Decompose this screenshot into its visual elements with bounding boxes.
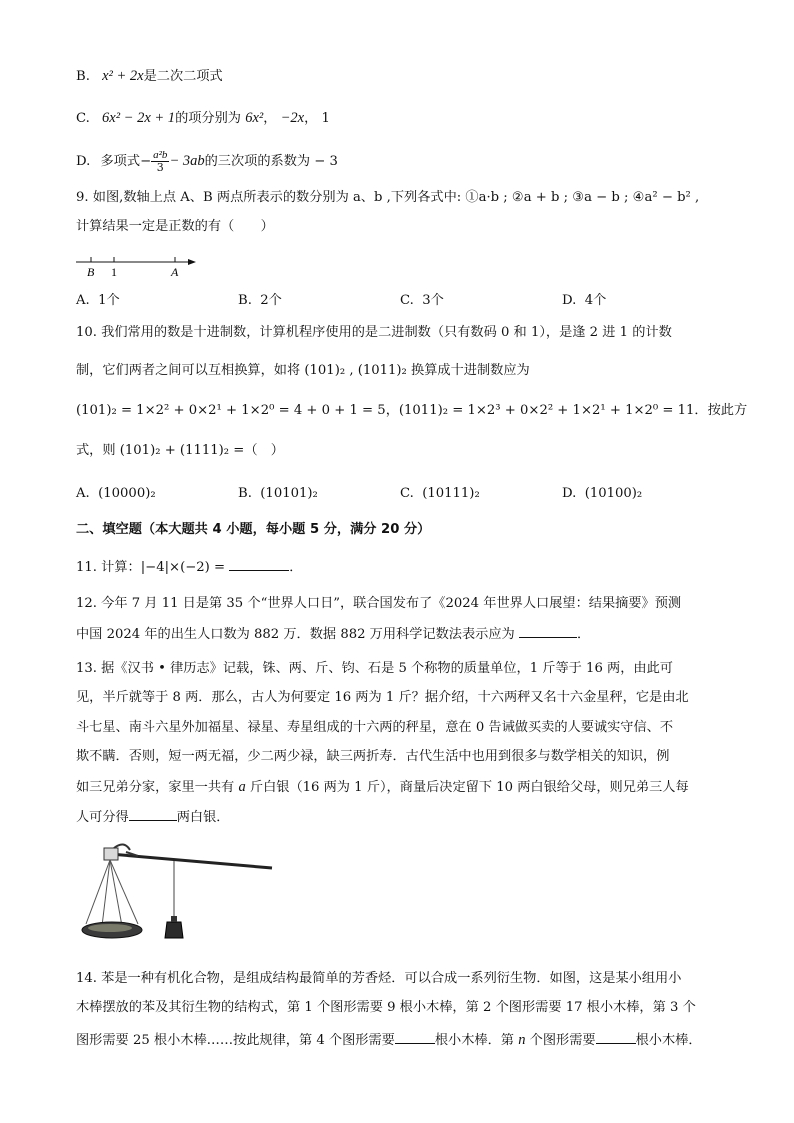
q10-line-3: (101)₂ = 1×2² + 0×2¹ + 1×2⁰ = 4 + 0 + 1 = 5，(1011)₂ = 1×2³ + 0×2² + 1×2¹ + 1×2⁰ = 11．按此方: [76, 403, 748, 418]
q9-line-1: 9. 如图,数轴上点 A、B 两点所表示的数分别为 a、b ,下列各式中: ①a·b ; ②a + b ; ③a − b ; ④a² − b² ,: [76, 190, 700, 205]
q13-line-6: 人可分得 两白银．: [76, 806, 230, 828]
q10-line-4: 式，则 (101)₂ + (1111)₂ =（ ）: [76, 443, 284, 458]
label-one: 1: [111, 265, 117, 278]
answer-blank[interactable]: [229, 556, 289, 571]
steelyard-scale-image: [74, 842, 274, 950]
q9-line-2: 计算结果一定是正数的有（ ）: [76, 219, 274, 234]
scale-hook: [104, 848, 118, 860]
q9-option-b: B. 2个: [238, 293, 282, 308]
fraction: $\frac{\text{a²b}}{3}$: [153, 149, 168, 174]
q14-line-1: 14. 苯是一种有机化合物，是组成结构最简单的芳香烃．可以合成一系列衍生物．如图，这是某小组用小: [76, 971, 682, 986]
q8-option-c: C. 6x² − 2x + 1的项分别为 6x²， −2x， 1: [76, 110, 330, 126]
q10-line-2: 制，它们两者之间可以互相换算，如将 (101)₂ , (1011)₂ 换算成十进制数应为: [76, 363, 530, 378]
q10-option-d: D. (10100)₂: [562, 486, 643, 501]
axis-arrow-icon: [188, 259, 196, 265]
q12-line-1: 12. 今年 7 月 11 日是第 35 个“世界人口日”，联合国发布了《2024 年世界人口展望：结果摘要》预测: [76, 596, 682, 611]
answer-blank[interactable]: [395, 1029, 435, 1044]
label-a: A: [171, 265, 179, 278]
q8-option-d: D. 多项式− $\frac{\text{a²b}}{3}$ − 3ab的三次项的系数为 − 3: [76, 149, 338, 174]
q13-line-2: 见，半斤就等于 8 两．那么，古人为何要定 16 两为 1 斤？据介绍，十六两秤又名十六金星秤，它是由北: [76, 690, 689, 705]
q13-line-5: 如三兄弟分家，家里一共有 a 斤白银（16 两为 1 斤），商量后决定留下 10 两白银给父母，则兄弟三人每: [76, 779, 689, 795]
q13-line-3: 斗七星、南斗六星外加福星、禄星、寿星组成的十六两的秤星，意在 0 告诫做买卖的人要诚实守信、不: [76, 720, 674, 735]
q9-option-a: A. 1个: [76, 293, 120, 308]
number-line-figure: [74, 252, 198, 278]
q13-line-1: 13. 据《汉书 • 律历志》记载，铢、两、斤、钧、石是 5 个称物的质量单位，1 斤等于 16 两，由此可: [76, 661, 673, 676]
label-b: B: [87, 265, 95, 278]
answer-blank[interactable]: [519, 623, 577, 638]
q9-option-d: D. 4个: [562, 293, 607, 308]
q9-option-c: C. 3个: [400, 293, 444, 308]
q10-option-b: B. (10101)₂: [238, 486, 318, 501]
answer-blank[interactable]: [596, 1029, 636, 1044]
q10-option-c: C. (10111)₂: [400, 486, 480, 501]
q8-option-b: B. x² + 2x是二次二项式: [76, 68, 223, 84]
q10-line-1: 10. 我们常用的数是十进制数，计算机程序使用的是二进制数（只有数码 0 和 1），是逢 2 进 1 的计数: [76, 325, 672, 340]
q11: 11. 计算：|−4|×(−2) = ．: [76, 556, 302, 578]
section-title: 二、填空题（本大题共 4 小题，每小题 5 分，满分 20 分）: [76, 522, 431, 537]
q12-line-2: 中国 2024 年的出生人口数为 882 万．数据 882 万用科学记数法表示应为 ．: [76, 623, 590, 645]
q14-line-3: 图形需要 25 根小木棒……按此规律，第 4 个图形需要 根小木棒．第 n 个图形需要 根小木棒．: [76, 1029, 702, 1051]
q10-option-a: A. (10000)₂: [76, 486, 156, 501]
answer-blank[interactable]: [129, 806, 177, 821]
scale-weight: [165, 922, 183, 938]
q14-line-2: 木棒摆放的苯及其衍生物的结构式，第 1 个图形需要 9 根小木棒，第 2 个图形需要 17 根小木棒，第 3 个: [76, 1000, 696, 1015]
q13-line-4: 欺不瞒．否则，短一两无福，少二两少禄，缺三两折寿．古代生活中也用到很多与数学相关的知识，例: [76, 749, 670, 764]
